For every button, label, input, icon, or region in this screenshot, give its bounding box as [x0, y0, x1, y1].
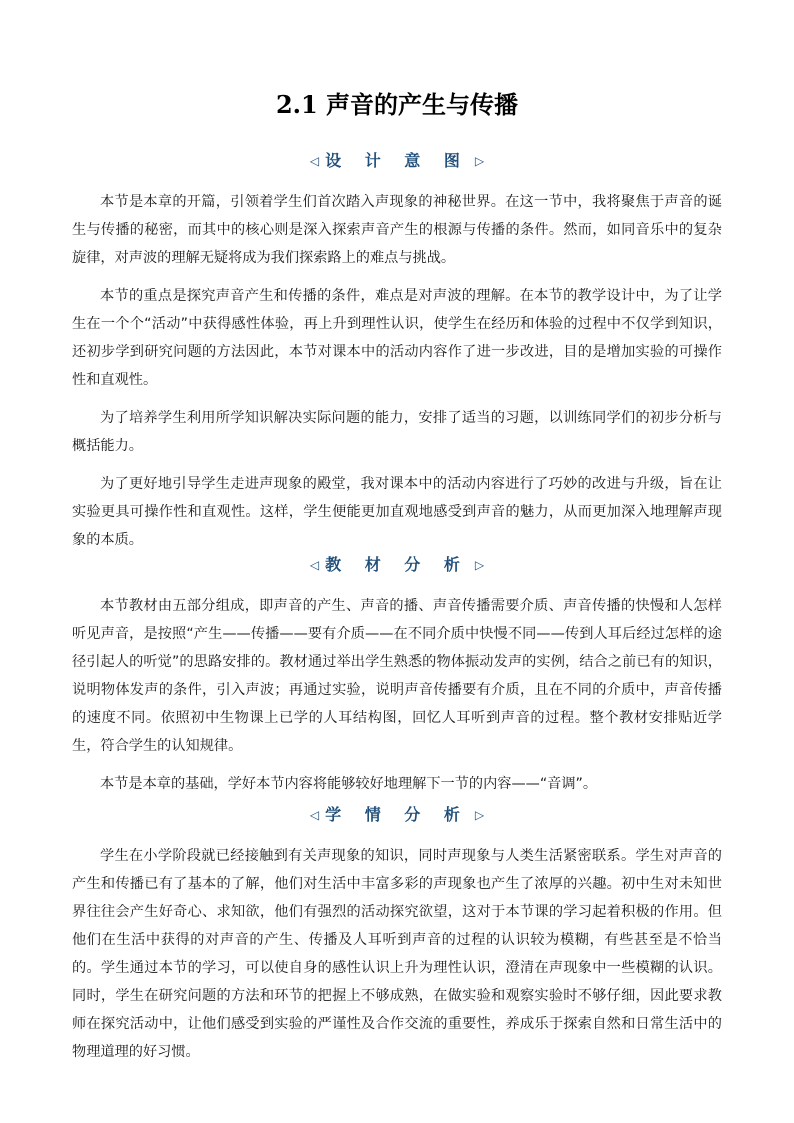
- paragraph: 本节教材由五部分组成，即声音的产生、声音的播、声音传播需要介质、声音传播的快慢和人怎样听见声音，是按照“产生——传播——要有介质——在不同介质中快慢不同——传到人耳后经过怎样的途径引起人的听觉”的思路安排的。教材通过举出学生熟悉的物体振动发声的实例，结合之前已有的知识，说明物体发声的条件，引入声波；再通过实验，说明声音传播要有介质，且在不同的介质中，声音传播的速度不同。依照初中生物课上已学的人耳结构图，回忆人耳听到声音的过程。整个教材安排贴近学生，符合学生的认知规律。: [72, 598, 722, 754]
- triangle-right-icon: ▷: [474, 808, 485, 822]
- page-title: 2.1 声音的产生与传播: [275, 90, 519, 119]
- triangle-left-icon: ◁: [309, 558, 320, 572]
- paragraph: 学生在小学阶段就已经接触到有关声现象的知识，同时声现象与人类生活紧密联系。学生对声音的产生和传播已有了基本的了解，他们对生活中丰富多彩的声现象也产生了浓厚的兴趣。初中生对未知世界往往会产生好奇心、求知欲，他们有强烈的活动探究欲望，这对于本节课的学习起着积极的作用。但他们在生活中获得的对声音的产生、传播及人耳听到声音的过程的认识较为模糊，有些甚至是不恰当的。学生通过本节的学习，可以使自身的感性认识上升为理性认识，澄清在声现象中一些模糊的认识。同时，学生在研究问题的方法和环节的把握上不够成熟，在做实验和观察实验时不够仔细，因此要求教师在探究活动中，让他们感受到实验的严谨性及合作交流的重要性，养成乐于探索自然和日常生活中的物理道理的好习惯。: [72, 848, 722, 1060]
- section-body-design-intent: [72, 188, 722, 554]
- paragraph: 本节是本章的基础，学好本节内容将能够较好地理解下一节的内容——“音调”。: [100, 776, 598, 792]
- section-heading-design-intent: [0, 150, 794, 172]
- section-heading-label: 教 材 分 析: [325, 555, 469, 574]
- paragraph: 本节是本章的开篇，引领着学生们首次踏入声现象的神秘世界。在这一节中，我将聚焦于声音的诞生与传播的秘密，而其中的核心则是深入探索声音产生的根源与传播的条件。然而，如同音乐中的复杂旋律，对声波的理解无疑将成为我们探索路上的难点与挑战。: [72, 194, 722, 266]
- triangle-left-icon: ◁: [309, 808, 320, 822]
- section-body-textbook-analysis: [72, 592, 722, 798]
- triangle-right-icon: ▷: [474, 154, 485, 168]
- paragraph: 本节的重点是探究声音产生和传播的条件，难点是对声波的理解。在本节的教学设计中，为了让学生在一个个“活动”中获得感性体验，再上升到理性认识，使学生在经历和体验的过程中不仅学到知识，还初步学到研究问题的方法因此，本节对课本中的活动内容作了进一步改进，目的是增加实验的可操作性和直观性。: [72, 288, 722, 388]
- triangle-right-icon: ▷: [474, 558, 485, 572]
- paragraph: 为了培养学生利用所学知识解决实际问题的能力，安排了适当的习题，以训练同学们的初步分析与概括能力。: [72, 410, 722, 454]
- section-heading-textbook-analysis: [0, 554, 794, 576]
- section-heading-label: 设 计 意 图: [325, 151, 469, 170]
- section-heading-label: 学 情 分 析: [325, 805, 469, 824]
- section-body-student-analysis: [72, 842, 722, 1066]
- triangle-left-icon: ◁: [309, 154, 320, 168]
- section-heading-student-analysis: [0, 804, 794, 826]
- paragraph: 为了更好地引导学生走进声现象的殿堂，我对课本中的活动内容进行了巧妙的改进与升级，旨在让实验更具可操作性和直观性。这样，学生便能更加直观地感受到声音的魅力，从而更加深入地理解声现象的本质。: [72, 476, 722, 548]
